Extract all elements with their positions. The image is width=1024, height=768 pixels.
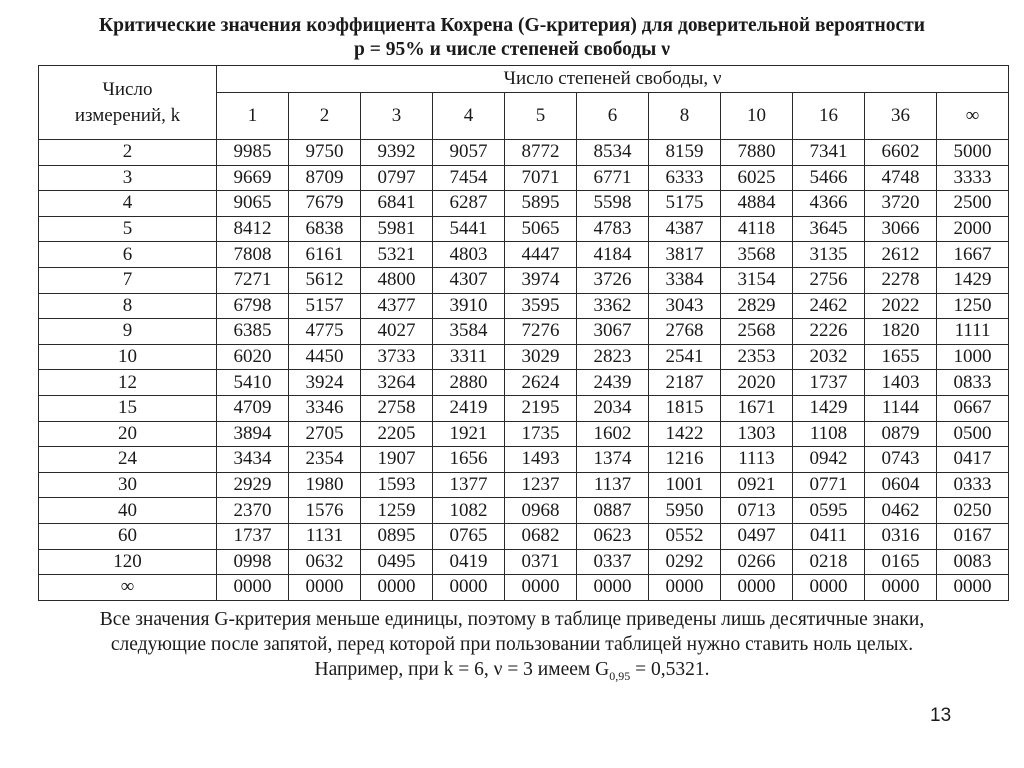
value-cell: 1921 [433, 421, 505, 447]
footnote-example-subscript: 0,95 [609, 668, 631, 683]
table-row [39, 549, 1009, 575]
value-cell: 4775 [289, 319, 361, 345]
value-cell: 1815 [649, 395, 721, 421]
table-row [39, 370, 1009, 396]
value-cell: 3346 [289, 395, 361, 421]
table-row [39, 293, 1009, 319]
value-cell: 0895 [361, 523, 433, 549]
value-cell: 2705 [289, 421, 361, 447]
value-cell: 3584 [433, 319, 505, 345]
table-row [39, 242, 1009, 268]
row-k-cell: 40 [39, 498, 217, 524]
column-header: 36 [865, 93, 937, 140]
value-cell: 0833 [937, 370, 1009, 396]
value-cell: 9985 [217, 140, 289, 166]
value-cell: 4184 [577, 242, 649, 268]
value-cell: 7679 [289, 191, 361, 217]
value-cell: 5157 [289, 293, 361, 319]
table-row [39, 216, 1009, 242]
value-cell: 0771 [793, 472, 865, 498]
value-cell: 3924 [289, 370, 361, 396]
value-cell: 9750 [289, 140, 361, 166]
value-cell: 0604 [865, 472, 937, 498]
value-cell: 3066 [865, 216, 937, 242]
value-cell: 3384 [649, 267, 721, 293]
value-cell: 6771 [577, 165, 649, 191]
row-k-cell: ∞ [39, 575, 217, 601]
value-cell: 3029 [505, 344, 577, 370]
value-cell: 1111 [937, 319, 1009, 345]
value-cell: 0765 [433, 523, 505, 549]
value-cell: 4307 [433, 267, 505, 293]
row-k-cell: 15 [39, 395, 217, 421]
value-cell: 6838 [289, 216, 361, 242]
row-k-cell: 30 [39, 472, 217, 498]
value-cell: 5466 [793, 165, 865, 191]
row-k-cell: 60 [39, 523, 217, 549]
row-k-cell: 7 [39, 267, 217, 293]
column-header: 16 [793, 93, 865, 140]
value-cell: 2439 [577, 370, 649, 396]
value-cell: 1237 [505, 472, 577, 498]
row-k-cell: 9 [39, 319, 217, 345]
value-cell: 0495 [361, 549, 433, 575]
value-cell: 2187 [649, 370, 721, 396]
row-k-cell: 20 [39, 421, 217, 447]
row-k-cell: 8 [39, 293, 217, 319]
value-cell: 2034 [577, 395, 649, 421]
value-cell: 0000 [577, 575, 649, 601]
table-row [39, 344, 1009, 370]
value-cell: 1082 [433, 498, 505, 524]
value-cell: 3333 [937, 165, 1009, 191]
value-cell: 2823 [577, 344, 649, 370]
value-cell: 3733 [361, 344, 433, 370]
value-cell: 7071 [505, 165, 577, 191]
value-cell: 0000 [649, 575, 721, 601]
table-row [39, 472, 1009, 498]
value-cell: 0000 [721, 575, 793, 601]
value-cell: 0371 [505, 549, 577, 575]
column-header: 10 [721, 93, 793, 140]
value-cell: 4377 [361, 293, 433, 319]
value-cell: 5175 [649, 191, 721, 217]
value-cell: 3720 [865, 191, 937, 217]
value-cell: 0218 [793, 549, 865, 575]
row-k-cell: 120 [39, 549, 217, 575]
group-header-v: Число степеней свободы, ν [217, 66, 1009, 93]
value-cell: 0417 [937, 447, 1009, 473]
value-cell: 0000 [793, 575, 865, 601]
value-cell: 1656 [433, 447, 505, 473]
value-cell: 1377 [433, 472, 505, 498]
value-cell: 5612 [289, 267, 361, 293]
value-cell: 0250 [937, 498, 1009, 524]
title-line-2: p = 95% и числе степеней свободы ν [354, 39, 670, 60]
value-cell: 0968 [505, 498, 577, 524]
table-row [39, 165, 1009, 191]
value-cell: 0000 [865, 575, 937, 601]
value-cell: 0000 [361, 575, 433, 601]
value-cell: 6798 [217, 293, 289, 319]
value-cell: 1374 [577, 447, 649, 473]
row-k-cell: 24 [39, 447, 217, 473]
value-cell: 2568 [721, 319, 793, 345]
footnote-line-3 [0, 657, 1024, 689]
table-row [39, 498, 1009, 524]
value-cell: 9065 [217, 191, 289, 217]
value-cell: 6385 [217, 319, 289, 345]
value-cell: 1259 [361, 498, 433, 524]
value-cell: 2624 [505, 370, 577, 396]
value-cell: 1131 [289, 523, 361, 549]
value-cell: 5321 [361, 242, 433, 268]
value-cell: 1403 [865, 370, 937, 396]
value-cell: 0000 [505, 575, 577, 601]
cochran-table [38, 65, 1009, 601]
value-cell: 2022 [865, 293, 937, 319]
value-cell: 5000 [937, 140, 1009, 166]
value-cell: 3043 [649, 293, 721, 319]
value-cell: 1576 [289, 498, 361, 524]
value-cell: 0595 [793, 498, 865, 524]
table-body [39, 140, 1009, 601]
value-cell: 2226 [793, 319, 865, 345]
value-cell: 1303 [721, 421, 793, 447]
value-cell: 3726 [577, 267, 649, 293]
value-cell: 1820 [865, 319, 937, 345]
value-cell: 3362 [577, 293, 649, 319]
value-cell: 4027 [361, 319, 433, 345]
value-cell: 2929 [217, 472, 289, 498]
value-cell: 7808 [217, 242, 289, 268]
value-cell: 2758 [361, 395, 433, 421]
value-cell: 2353 [721, 344, 793, 370]
value-cell: 1593 [361, 472, 433, 498]
value-cell: 0411 [793, 523, 865, 549]
value-cell: 1000 [937, 344, 1009, 370]
value-cell: 3894 [217, 421, 289, 447]
value-cell: 2354 [289, 447, 361, 473]
value-cell: 2020 [721, 370, 793, 396]
table-row [39, 575, 1009, 601]
value-cell: 1737 [793, 370, 865, 396]
value-cell: 7454 [433, 165, 505, 191]
value-cell: 1907 [361, 447, 433, 473]
value-cell: 0292 [649, 549, 721, 575]
table-row [39, 395, 1009, 421]
value-cell: 2612 [865, 242, 937, 268]
row-k-cell: 12 [39, 370, 217, 396]
value-cell: 1667 [937, 242, 1009, 268]
column-header: 5 [505, 93, 577, 140]
value-cell: 7341 [793, 140, 865, 166]
value-cell: 3817 [649, 242, 721, 268]
value-cell: 6161 [289, 242, 361, 268]
footnote-example-prefix: Например, при k = 6, ν = 3 имеем G [314, 659, 610, 680]
value-cell: 3135 [793, 242, 865, 268]
footnote-example-suffix: = 0,5321. [630, 659, 710, 680]
value-cell: 3067 [577, 319, 649, 345]
value-cell: 4387 [649, 216, 721, 242]
value-cell: 4748 [865, 165, 937, 191]
value-cell: 0623 [577, 523, 649, 549]
column-header: 8 [649, 93, 721, 140]
value-cell: 3910 [433, 293, 505, 319]
table-row [39, 523, 1009, 549]
value-cell: 2195 [505, 395, 577, 421]
value-cell: 1108 [793, 421, 865, 447]
value-cell: 1737 [217, 523, 289, 549]
value-cell: 8709 [289, 165, 361, 191]
value-cell: 0000 [217, 575, 289, 601]
value-cell: 6287 [433, 191, 505, 217]
value-cell: 6841 [361, 191, 433, 217]
value-cell: 3595 [505, 293, 577, 319]
table-row [39, 421, 1009, 447]
column-header: ∞ [937, 93, 1009, 140]
value-cell: 7276 [505, 319, 577, 345]
value-cell: 1250 [937, 293, 1009, 319]
row-k-cell: 4 [39, 191, 217, 217]
value-cell: 2419 [433, 395, 505, 421]
value-cell: 2756 [793, 267, 865, 293]
footnote [0, 607, 1024, 689]
row-k-cell: 2 [39, 140, 217, 166]
value-cell: 1429 [793, 395, 865, 421]
value-cell: 2768 [649, 319, 721, 345]
value-cell: 0337 [577, 549, 649, 575]
value-cell: 1137 [577, 472, 649, 498]
value-cell: 2500 [937, 191, 1009, 217]
value-cell: 2829 [721, 293, 793, 319]
column-header: 6 [577, 93, 649, 140]
value-cell: 2462 [793, 293, 865, 319]
value-cell: 9392 [361, 140, 433, 166]
value-cell: 0713 [721, 498, 793, 524]
value-cell: 4783 [577, 216, 649, 242]
value-cell: 1980 [289, 472, 361, 498]
value-cell: 0000 [937, 575, 1009, 601]
value-cell: 4884 [721, 191, 793, 217]
value-cell: 8412 [217, 216, 289, 242]
value-cell: 0000 [433, 575, 505, 601]
value-cell: 0879 [865, 421, 937, 447]
page-title [0, 14, 1024, 62]
value-cell: 4800 [361, 267, 433, 293]
table-row [39, 140, 1009, 166]
value-cell: 8534 [577, 140, 649, 166]
value-cell: 3974 [505, 267, 577, 293]
value-cell: 1113 [721, 447, 793, 473]
value-cell: 4803 [433, 242, 505, 268]
column-header: 2 [289, 93, 361, 140]
value-cell: 1216 [649, 447, 721, 473]
footnote-line-2: следующие после запятой, перед которой при пользовании таблицей нужно ставить ноль целых. [110, 634, 914, 655]
value-cell: 5895 [505, 191, 577, 217]
value-cell: 2205 [361, 421, 433, 447]
value-cell: 5065 [505, 216, 577, 242]
value-cell: 0500 [937, 421, 1009, 447]
value-cell: 1655 [865, 344, 937, 370]
row-k-cell: 10 [39, 344, 217, 370]
value-cell: 5981 [361, 216, 433, 242]
value-cell: 1493 [505, 447, 577, 473]
value-cell: 0083 [937, 549, 1009, 575]
value-cell: 5441 [433, 216, 505, 242]
value-cell: 0552 [649, 523, 721, 549]
value-cell: 1422 [649, 421, 721, 447]
value-cell: 0316 [865, 523, 937, 549]
value-cell: 7271 [217, 267, 289, 293]
column-header: 1 [217, 93, 289, 140]
value-cell: 6333 [649, 165, 721, 191]
value-cell: 3568 [721, 242, 793, 268]
value-cell: 3264 [361, 370, 433, 396]
value-cell: 0667 [937, 395, 1009, 421]
value-cell: 2000 [937, 216, 1009, 242]
column-header: 4 [433, 93, 505, 140]
row-header-k [39, 66, 217, 140]
value-cell: 1671 [721, 395, 793, 421]
row-header-text: Число измерений, k [74, 78, 181, 126]
value-cell: 4118 [721, 216, 793, 242]
footnote-line-1: Все значения G-критерия меньше единицы, поэтому в таблице приведены лишь десятичные знаки, [99, 609, 925, 630]
value-cell: 4366 [793, 191, 865, 217]
value-cell: 6020 [217, 344, 289, 370]
value-cell: 2541 [649, 344, 721, 370]
value-cell: 1429 [937, 267, 1009, 293]
value-cell: 4447 [505, 242, 577, 268]
value-cell: 5410 [217, 370, 289, 396]
page-number: 13 [930, 705, 952, 726]
value-cell: 3311 [433, 344, 505, 370]
row-k-cell: 3 [39, 165, 217, 191]
value-cell: 0462 [865, 498, 937, 524]
value-cell: 4709 [217, 395, 289, 421]
value-cell: 6025 [721, 165, 793, 191]
value-cell: 8772 [505, 140, 577, 166]
value-cell: 0497 [721, 523, 793, 549]
value-cell: 0682 [505, 523, 577, 549]
value-cell: 0419 [433, 549, 505, 575]
value-cell: 8159 [649, 140, 721, 166]
value-cell: 3154 [721, 267, 793, 293]
value-cell: 1144 [865, 395, 937, 421]
value-cell: 0167 [937, 523, 1009, 549]
value-cell: 6602 [865, 140, 937, 166]
value-cell: 2032 [793, 344, 865, 370]
value-cell: 0632 [289, 549, 361, 575]
value-cell: 0942 [793, 447, 865, 473]
value-cell: 2880 [433, 370, 505, 396]
value-cell: 9057 [433, 140, 505, 166]
value-cell: 3645 [793, 216, 865, 242]
value-cell: 1602 [577, 421, 649, 447]
value-cell: 5598 [577, 191, 649, 217]
value-cell: 0887 [577, 498, 649, 524]
value-cell: 7880 [721, 140, 793, 166]
table-row [39, 319, 1009, 345]
value-cell: 2278 [865, 267, 937, 293]
row-k-cell: 6 [39, 242, 217, 268]
value-cell: 0797 [361, 165, 433, 191]
value-cell: 0921 [721, 472, 793, 498]
table-row [39, 191, 1009, 217]
value-cell: 3434 [217, 447, 289, 473]
value-cell: 2370 [217, 498, 289, 524]
value-cell: 9669 [217, 165, 289, 191]
row-k-cell: 5 [39, 216, 217, 242]
value-cell: 0165 [865, 549, 937, 575]
value-cell: 1001 [649, 472, 721, 498]
table-row [39, 447, 1009, 473]
table-row [39, 267, 1009, 293]
column-header: 3 [361, 93, 433, 140]
value-cell: 0000 [289, 575, 361, 601]
value-cell: 5950 [649, 498, 721, 524]
title-line-1: Критические значения коэффициента Кохрена (G-критерия) для доверительной вероятности [99, 15, 925, 36]
value-cell: 0998 [217, 549, 289, 575]
value-cell: 0266 [721, 549, 793, 575]
value-cell: 0743 [865, 447, 937, 473]
value-cell: 4450 [289, 344, 361, 370]
value-cell: 1735 [505, 421, 577, 447]
value-cell: 0333 [937, 472, 1009, 498]
